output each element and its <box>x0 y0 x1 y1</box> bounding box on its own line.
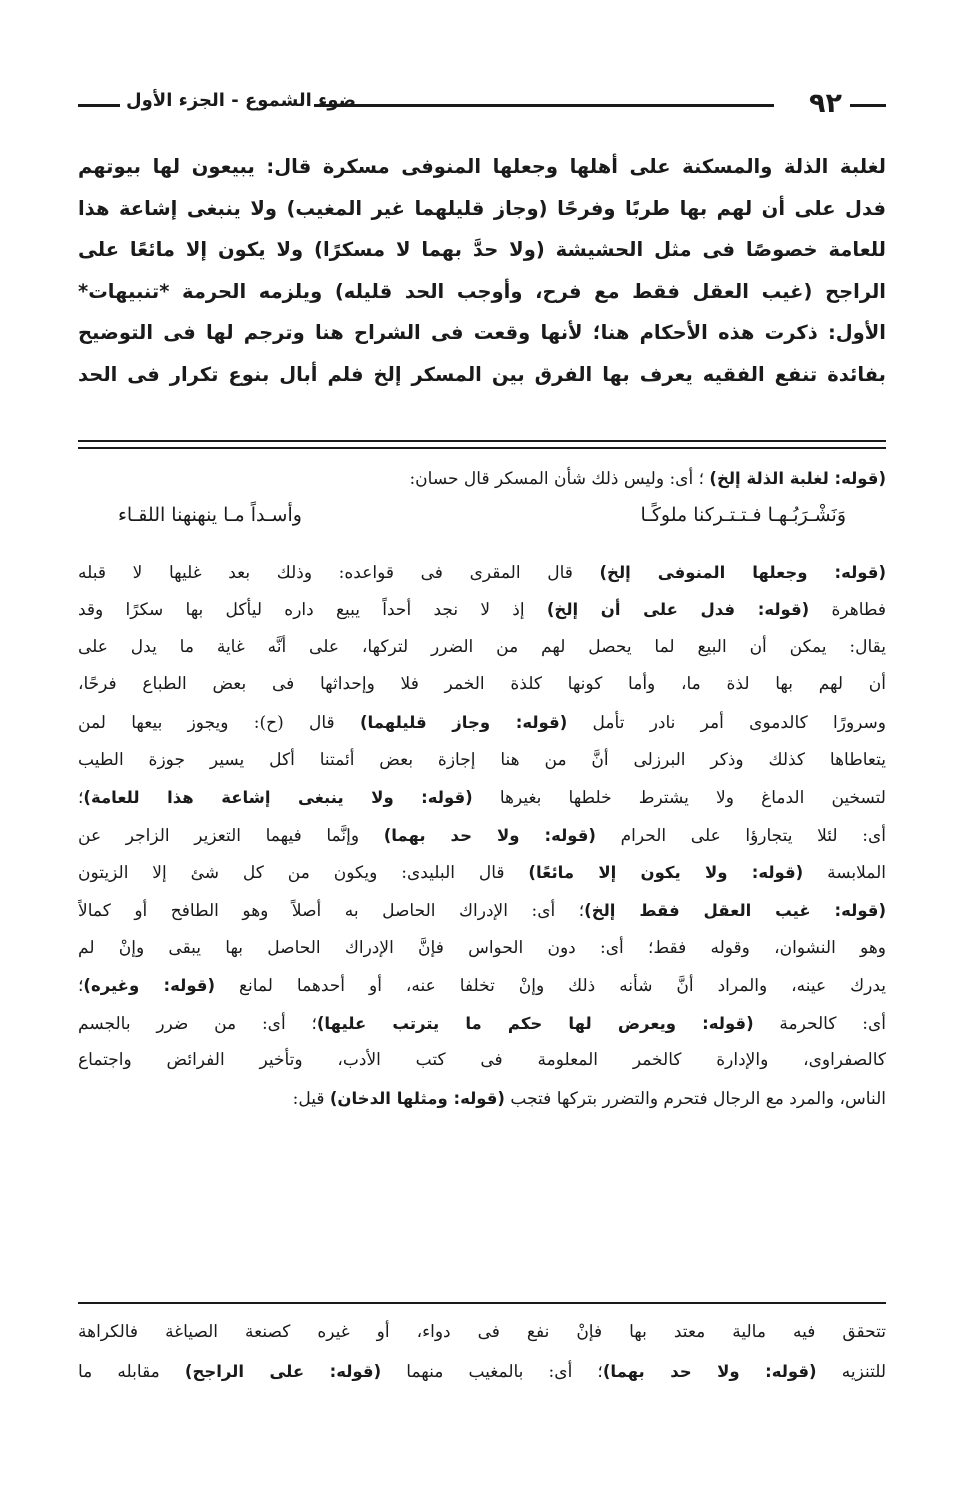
main-text-line: بفائدة تنفع الفقيه يعرف بها الفرق بين المسكر إلخ فلم أبال بنوع تكرار فى الحد <box>78 362 886 386</box>
commentary-text: قال (ح): ويجوز بيعها لمن <box>78 712 360 733</box>
commentary-line <box>78 1005 886 1043</box>
commentary-text: ؛ أى: الإدراك الحاصل به أصلاً وهو الطافح أو كمالاً <box>78 900 585 921</box>
commentary-text: قال المقرى فى قواعده: وذلك بعد غليها لا قبله <box>78 562 600 583</box>
quoted-lemma: (قوله: لغلبة الذلة إلخ) <box>709 469 886 488</box>
commentary-text: يدرك عينه، والمراد أنَّ شأنه ذلك وإنْ تخلفا عنه، أو أحدهما لمانع <box>215 976 886 997</box>
header-dash-right <box>850 104 886 107</box>
commentary-line <box>78 817 886 855</box>
commentary-text: الملابسة <box>803 863 886 884</box>
page-number: ٩٢ <box>809 88 842 119</box>
commentary-text: للتنزيه <box>816 1362 886 1382</box>
running-title: ضوء الشموع - الجزء الأول <box>126 90 356 111</box>
commentary-text: أى: لئلا يتجارؤا على الحرام <box>595 825 886 846</box>
footnote-line <box>78 1312 886 1352</box>
commentary-line <box>78 892 886 930</box>
commentary-line <box>78 1042 886 1080</box>
quoted-lemma: (قوله: ولا حد بهما) <box>383 825 596 845</box>
quoted-lemma: (قوله: ومثلها الدخان) <box>329 1088 505 1108</box>
commentary-lines <box>78 554 886 1118</box>
commentary-text: ؛ أى: بالمغيب منهما <box>381 1362 603 1382</box>
quoted-lemma: (قوله: على الراجح) <box>184 1362 382 1381</box>
poetry-verse <box>78 498 886 554</box>
main-text-line: للعامة خصوصًا فى مثل الحشيشة (ولا حدَّ بهما لا مسكرًا) ولا يكون إلا مائعًا على <box>78 238 886 261</box>
commentary-text: ؛ أى: من ضرر بالجسم <box>78 1013 317 1034</box>
commentary-text: قيل: <box>292 1088 330 1109</box>
verse-first-hemistich: وَنَشْـرَبُـهـا فـتـتـركنا ملوكًـا <box>640 503 846 526</box>
commentary-block <box>78 460 886 1118</box>
quoted-lemma: (قوله: ويعرض لها حكم ما يترتب عليها) <box>316 1013 754 1033</box>
commentary-line <box>78 704 886 742</box>
commentary-text: يتعاطاها كذلك وذكر البرزلى أنَّ من هنا إجازة بعض أئمتنا أكل يسير جوزة الطيب <box>78 749 886 770</box>
commentary-text: ؛ أى: وليس ذلك شأن المسكر قال حسان: <box>409 469 705 489</box>
commentary-text: وهو النشوان، وقوله فقط؛ أى: دون الحواس فإنَّ الإدراك الحاصل بها يبقى وإنْ لم <box>78 937 886 958</box>
main-text-block <box>78 146 886 395</box>
quoted-lemma: (قوله: ولا ينبغى إشاعة هذا للعامة) <box>83 788 473 808</box>
commentary-line <box>78 967 886 1005</box>
commentary-text: يقال: يمكن أن البيع لما يحصل لهم من الضرر لتركها، على أنَّه غاية ما يدل على <box>78 636 886 657</box>
commentary-text: أى: كالحرمة <box>753 1013 886 1034</box>
commentary-text: وإنَّما فيهما التعزير الزاجر عن <box>78 825 384 846</box>
footnote-line <box>78 1352 886 1392</box>
commentary-text: الناس، والمرد مع الرجال فتحرم والتضرر بتركها فتجب <box>504 1088 886 1109</box>
footnote-separator <box>78 1302 886 1304</box>
commentary-line <box>78 930 886 968</box>
quoted-lemma: (قوله: ولا يكون إلا مائعًا) <box>528 863 804 883</box>
footnote-block <box>78 1312 886 1392</box>
commentary-text: إذ لا نجد أحداً يبيع داره ليأكل بها سكرًا وقد <box>78 600 547 621</box>
main-text-line: فدل على أن لهم بها طربًا وفرحًا (وجاز قليلهما غير المغيب) ولا ينبغى إشاعة هذا <box>78 196 886 220</box>
commentary-line <box>78 554 886 592</box>
quoted-lemma: (قوله: وغيره) <box>83 976 216 996</box>
commentary-text: وسرورًا كالدموى أمر نادر تأمل <box>567 712 886 733</box>
commentary-text: قال البليدى: ويكون من كل شئ إلا الزيتون <box>78 863 529 884</box>
commentary-line <box>78 854 886 892</box>
quoted-lemma: (قوله: وجاز قليلهما) <box>359 712 568 732</box>
commentary-line <box>78 666 886 704</box>
verse-second-hemistich: وأسـداً مـا ينهنهنا اللقـاء <box>118 503 302 526</box>
commentary-text: كالصفراوى، والإدارة كالخمر المعلومة فى كتب الأدب، وتأخير الفرائض واجتماع <box>78 1050 886 1071</box>
commentary-line <box>78 742 886 780</box>
commentary-text: أن لهم بها لذة ما، وأما كونها كلذة الخمر فلا وإحداثها فى بعض الطباع فرحًا، <box>78 674 886 695</box>
commentary-text: ؛ <box>78 788 84 809</box>
commentary-text: فطاهرة <box>809 600 886 621</box>
commentary-intro-line <box>78 460 886 498</box>
commentary-text: مقابله ما <box>78 1362 185 1382</box>
quoted-lemma: (قوله: غيب العقل فقط إلخ) <box>584 900 886 920</box>
commentary-text: ؛ <box>78 976 84 997</box>
quoted-lemma: (قوله: وجعلها المنوفى إلخ) <box>599 562 886 582</box>
text-commentary-separator <box>78 440 886 449</box>
quoted-lemma: (قوله: ولا حد بهما) <box>602 1362 817 1381</box>
header-dash-left <box>78 104 120 107</box>
main-text-line: الأول: ذكرت هذه الأحكام هنا؛ لأنها وقعت فى الشراح هنا وترجم لها فى التوضيح <box>78 321 886 344</box>
running-header <box>78 82 886 122</box>
commentary-text: لتسخين الدماغ ولا يشترط خلطها بغيرها <box>472 788 886 809</box>
commentary-text: تتحقق فيه مالية معتد بها فإنْ نفع فى دواء، أو غيره كصنعة الصياغة فالكراهة <box>78 1322 886 1342</box>
commentary-line <box>78 779 886 817</box>
commentary-line <box>78 629 886 667</box>
quoted-lemma: (قوله: فدل على أن إلخ) <box>546 600 810 620</box>
main-text-line: لغلبة الذلة والمسكنة على أهلها وجعلها المنوفى مسكرة قال: يبيعون لها بيوتهم <box>78 155 886 178</box>
commentary-line <box>78 591 886 629</box>
main-text-line: الراجح (غيب العقل فقط مع فرح، وأوجب الحد قليله) ويلزمه الحرمة *تنبيهات* <box>78 279 886 303</box>
commentary-line <box>78 1080 886 1118</box>
header-rule <box>314 104 774 107</box>
